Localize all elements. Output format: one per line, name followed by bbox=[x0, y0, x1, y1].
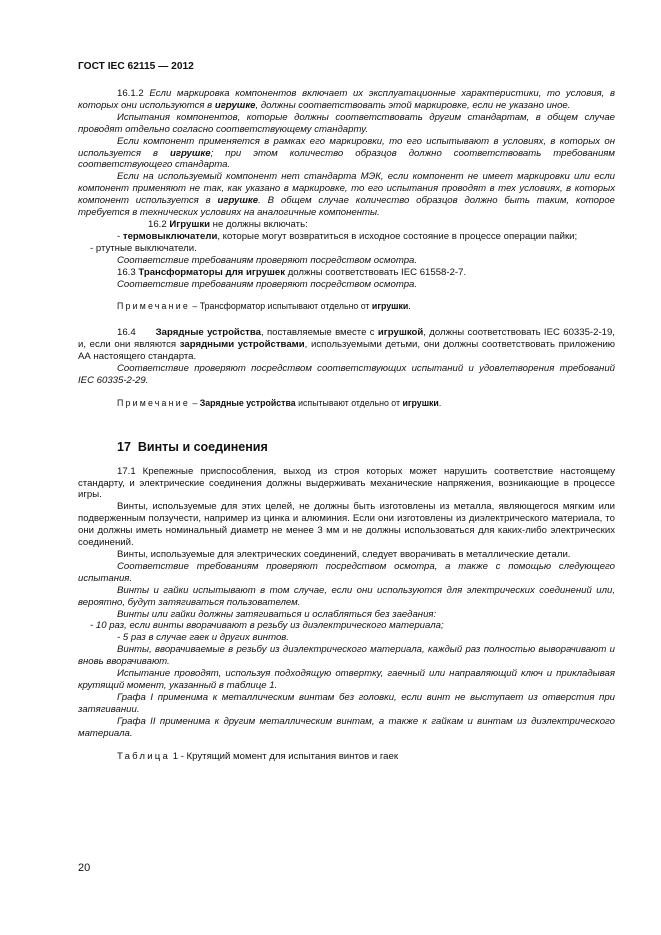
paragraph-text: Винты, используемые для электрических соединений, следует вворачивать в металлические детали. bbox=[117, 549, 571, 560]
paragraph-17-1: 17.1 Крепежные приспособления, выход из строя которых может нарушить соответствие настоящему стандарту, и электрические соединения должны выдерживать механические напряжения, возникающие в процессе игры. bbox=[78, 465, 615, 501]
clause-number: 16.4 bbox=[117, 327, 136, 339]
list-item: - термовыключатели, которые могут возвратиться в исходное состояние в процессе операции пайки; bbox=[117, 230, 578, 242]
paragraph-text: Испытание проводят, используя подходящую отвертку, гаечный или направляющий ключ и прикладывая крутящий момент, указанный в таблице 1. bbox=[78, 668, 615, 691]
paragraph-text: Графа II применима к другим металлическим винтам, а также к гайкам и винтам из диэлектрического материала. bbox=[78, 715, 615, 739]
compliance-text: Соответствие требованиям проверяют посредством осмотра. bbox=[117, 254, 418, 266]
paragraph-16-4: 16.4 Зарядные устройства, поставляемые вместе с игрушкой, должны соответствовать IEC 60335-2-19, и, если они являются зарядными устройствами, используемыми детьми, они должны соответствовать приложению АА настоящего стандарта. bbox=[78, 327, 616, 363]
note: Примечание – Трансформатор испытывают отдельно от игрушки. bbox=[117, 301, 411, 312]
paragraph-16-3: 16.3 Трансформаторы для игрушек должны соответствовать IEC 61558-2-7. bbox=[117, 266, 467, 278]
document-body bbox=[78, 88, 615, 762]
compliance-text: Соответствие проверяют посредством соответствующих испытаний и удовлетворения требований IEC 60335-2-29. bbox=[78, 363, 615, 386]
compliance-text: Соответствие требованиям проверяют посредством осмотра, а также с помощью следующего испытания. bbox=[78, 560, 615, 584]
compliance-text: Соответствие требованиям проверяют посредством осмотра. bbox=[117, 278, 418, 290]
paragraph-text: Испытания компонентов, которые должны соответствовать другим стандартам, в общем случае проводят отдельно согласно соответствующему стандарту. bbox=[78, 111, 615, 135]
list-item: - 5 раз в случае гаек и других винтов. bbox=[117, 632, 289, 644]
note-label: Примечание bbox=[117, 397, 190, 408]
paragraph-text: Если на используемый компонент нет стандарта МЭК, если компонент не имеет маркировки или если компонент применяют не так, как указано в маркировке, то его испытания проводят в тех условиях, в которых компонент используется в игрушке. В общем случае количество образцов должно быть таким, которое требуется в технических условиях на аналогичные компоненты. bbox=[78, 171, 616, 219]
table-label: Таблица bbox=[117, 750, 171, 762]
note-label: Примечание bbox=[117, 301, 190, 312]
paragraph-text: Если компонент применяется в рамках его маркировки, то его испытывают в условиях, в которых он используется в игрушке; при этом количество образцов должно соответствовать требованиям соответствующего стандарта. bbox=[78, 135, 615, 171]
paragraph-text: Винты, используемые для этих целей, не должны быть изготовлены из металла, являющегося мягким или подверженным ползучести, например из цинка и алюминия. Если они изготовлены из диэлектрического материала, то они должны иметь номинальный диаметр не менее 3 мм и не должны использоваться для каких-либо электрических соединений. bbox=[78, 501, 615, 549]
page-header: ГОСТ IEC 62115 — 2012 bbox=[78, 61, 194, 72]
paragraph-16-1-2: 16.1.2 Если маркировка компонентов включает их эксплуатационные характеристики, то условия, в которых они используются в игрушке, должны соответствовать этой маркировке, если не указано иное. bbox=[78, 88, 615, 111]
section-number: 17 bbox=[117, 439, 131, 454]
clause-number: 16.2 bbox=[148, 218, 167, 230]
list-item: - ртутные выключатели. bbox=[90, 242, 197, 254]
paragraph-text: Винты, вворачиваемые в резьбу из диэлектрического материала, каждый раз полностью выворачивают и вновь вворачивают. bbox=[78, 644, 615, 668]
section-title: Винты и соединения bbox=[137, 439, 268, 454]
table-caption: Таблица 1 - Крутящий момент для испытания винтов и гаек bbox=[117, 750, 399, 762]
paragraph-text: Винты и гайки испытывают в том случае, если они используются для электрических соединений или, вероятно, будут затягиваться пользователем. bbox=[78, 584, 615, 608]
paragraph-16-2: 16.2 Игрушки не должны включать: bbox=[148, 218, 308, 230]
page-number: 20 bbox=[78, 862, 91, 874]
list-item: - 10 раз, если винты вворачивают в резьбу из диэлектрического материала; bbox=[90, 620, 444, 632]
clause-number: 16.3 bbox=[117, 266, 136, 278]
note: Примечание – Зарядные устройства испытывают отдельно от игрушки. bbox=[117, 397, 442, 408]
section-heading bbox=[117, 439, 615, 454]
paragraph-text: Графа I применима к металлическим винтам без головки, если винт не выступает из отверстия при затягивании. bbox=[78, 691, 615, 715]
paragraph-text: Винты или гайки должны затягиваться и ослабляться без заедания: bbox=[117, 608, 437, 620]
clause-number: 16.1.2 bbox=[117, 88, 144, 99]
